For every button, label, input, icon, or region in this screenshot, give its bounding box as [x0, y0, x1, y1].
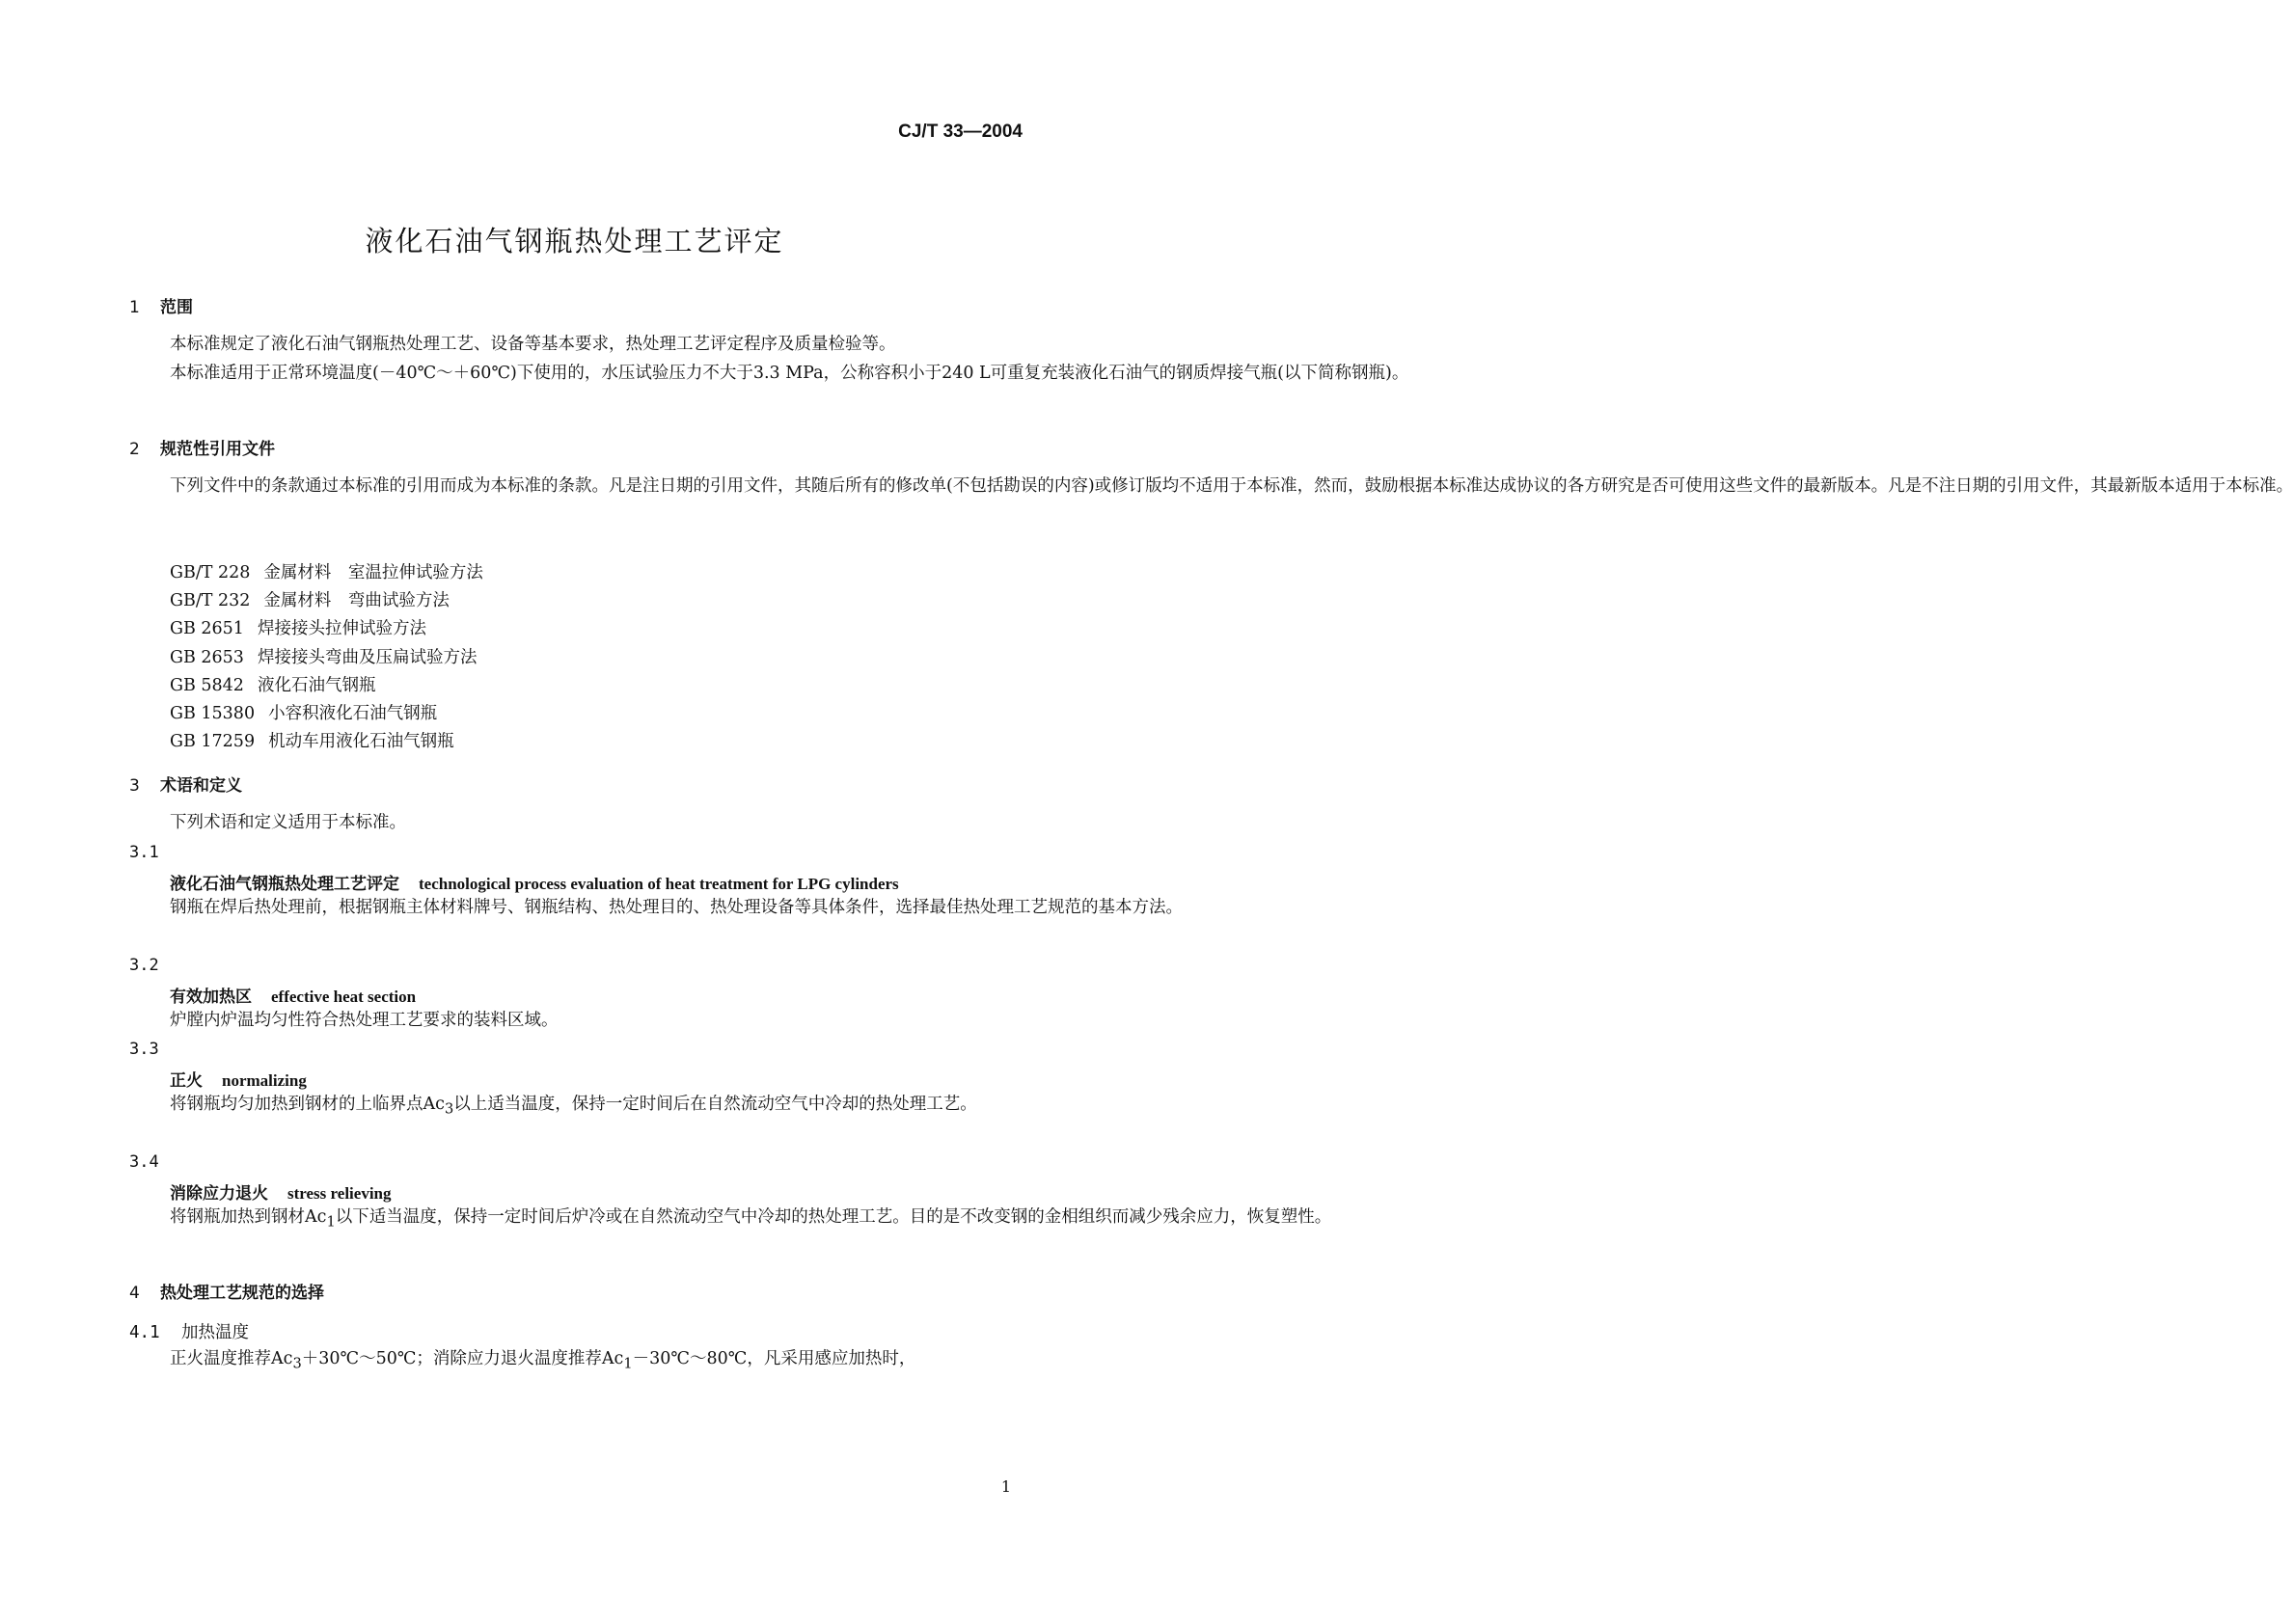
reference-item	[170, 615, 426, 639]
subsection-4-1-paragraph	[129, 1344, 1018, 1379]
definition-text: 以上适当温度，保持一定时间后在自然流动空气中冷却的热处理工艺。	[453, 1095, 977, 1114]
term-chinese: 正火	[170, 1071, 203, 1091]
term-definition	[129, 1006, 1018, 1036]
reference-name: 小容积液化石油气钢瓶	[268, 704, 438, 723]
term-english: stress relieving	[287, 1184, 392, 1203]
reference-name: 焊接接头弯曲及压扁试验方法	[257, 648, 478, 667]
term-chinese: 液化石油气钢瓶热处理工艺评定	[170, 875, 399, 894]
term-english: effective heat section	[271, 988, 417, 1006]
section-title: 规范性引用文件	[160, 440, 275, 459]
reference-item	[170, 644, 477, 668]
section-number: 3	[129, 776, 140, 796]
definition-text: 将钢瓶加热到钢材Ac	[170, 1207, 327, 1227]
clause-number: 3.3	[129, 1040, 159, 1059]
subsection-4-1-heading	[129, 1319, 249, 1343]
reference-item	[170, 728, 454, 752]
reference-item	[170, 672, 375, 696]
section-2-paragraph	[129, 472, 2293, 501]
page-number: 1	[1000, 1477, 1011, 1496]
clause-number: 3.2	[129, 956, 159, 975]
section-4-heading	[129, 1279, 324, 1303]
term-definition	[129, 1090, 1018, 1124]
reference-code: GB 17259	[170, 732, 256, 751]
clause-number: 3.4	[129, 1152, 159, 1172]
term-chinese: 有效加热区	[170, 988, 252, 1007]
subscript: 1	[623, 1355, 633, 1372]
reference-code: GB 5842	[170, 676, 244, 695]
term-english: technological process evaluation of heat treatment for LPG cylinders	[419, 875, 899, 893]
reference-item	[170, 587, 450, 611]
definition-text: 以下适当温度，保持一定时间后炉冷或在自然流动空气中冷却的热处理工艺。目的是不改变钢的金相组织而减少残余应力，恢复塑性。	[335, 1207, 1332, 1227]
paragraph-text: 本标准适用于正常环境温度(－40℃～＋60℃)下使用的，水压试验压力不大于3.3 MPa，公称容积小于240 L可重复充装液化石油气的钢质焊接气瓶(以下简称钢瓶)。	[170, 364, 1409, 383]
section-number: 4	[129, 1284, 140, 1303]
reference-name: 金属材料 室温拉伸试验方法	[263, 563, 483, 582]
paragraph-text: 下列文件中的条款通过本标准的引用而成为本标准的条款。凡是注日期的引用文件，其随后所有的修改单(不包括勘误的内容)或修订版均不适用于本标准，然而，鼓励根据本标准达成协议的各方研究是否可使用这些文件的最新版本。凡是不注日期的引用文件，其最新版本适用于本标准。	[170, 476, 2293, 496]
definition-text: 炉膛内炉温均匀性符合热处理工艺要求的装料区域。	[170, 1011, 559, 1030]
section-title: 热处理工艺规范的选择	[160, 1284, 324, 1303]
subscript: 1	[326, 1213, 336, 1231]
reference-code: GB/T 232	[170, 591, 251, 610]
document-title: 液化石油气钢瓶热处理工艺评定	[365, 225, 784, 257]
reference-item	[170, 700, 437, 724]
reference-name: 机动车用液化石油气钢瓶	[268, 732, 454, 751]
clause-number: 3.1	[129, 843, 159, 862]
section-title: 术语和定义	[160, 776, 242, 796]
section-1-paragraph-2	[129, 359, 1409, 389]
reference-name: 金属材料 弯曲试验方法	[263, 591, 450, 610]
reference-code: GB 2651	[170, 619, 244, 638]
subscript: 3	[444, 1100, 454, 1118]
term-chinese: 消除应力退火	[170, 1184, 268, 1204]
reference-code: GB/T 228	[170, 563, 251, 582]
section-3-intro	[129, 808, 1018, 838]
subsection-number: 4.1	[129, 1323, 160, 1342]
paragraph-text: 正火温度推荐Ac	[170, 1349, 293, 1368]
subscript: 3	[292, 1355, 302, 1372]
standard-code: CJ/T 33—2004	[898, 122, 1023, 142]
term-heading	[170, 983, 416, 1007]
section-number: 1	[129, 298, 140, 317]
reference-code: GB 15380	[170, 704, 256, 723]
section-2-heading	[129, 435, 275, 459]
paragraph-text: －30℃～80℃，凡采用感应加热时，	[632, 1349, 916, 1368]
term-heading	[170, 870, 899, 894]
definition-text: 钢瓶在焊后热处理前，根据钢瓶主体材料牌号、钢瓶结构、热处理目的、热处理设备等具体条件，选择最佳热处理工艺规范的基本方法。	[170, 898, 1183, 917]
paragraph-text: 本标准规定了液化石油气钢瓶热处理工艺、设备等基本要求，热处理工艺评定程序及质量检验等。	[170, 335, 896, 354]
paragraph-text: ＋30℃～50℃；消除应力退火温度推荐Ac	[301, 1349, 624, 1368]
section-title: 范围	[160, 298, 193, 317]
paragraph-text: 下列术语和定义适用于本标准。	[170, 813, 406, 832]
section-3-heading	[129, 771, 242, 796]
term-heading	[170, 1179, 392, 1204]
definition-text: 将钢瓶均匀加热到钢材的上临界点Ac	[170, 1095, 445, 1114]
section-1-heading	[129, 293, 193, 317]
term-definition	[129, 893, 1183, 923]
reference-item	[170, 559, 483, 583]
section-number: 2	[129, 440, 140, 459]
reference-name: 焊接接头拉伸试验方法	[257, 619, 426, 638]
term-heading	[170, 1067, 307, 1091]
term-english: normalizing	[222, 1071, 307, 1090]
subsection-title: 加热温度	[181, 1323, 249, 1342]
reference-name: 液化石油气钢瓶	[257, 676, 376, 695]
term-definition	[129, 1203, 1332, 1237]
reference-code: GB 2653	[170, 648, 244, 667]
section-1-paragraph-1	[129, 330, 1018, 360]
